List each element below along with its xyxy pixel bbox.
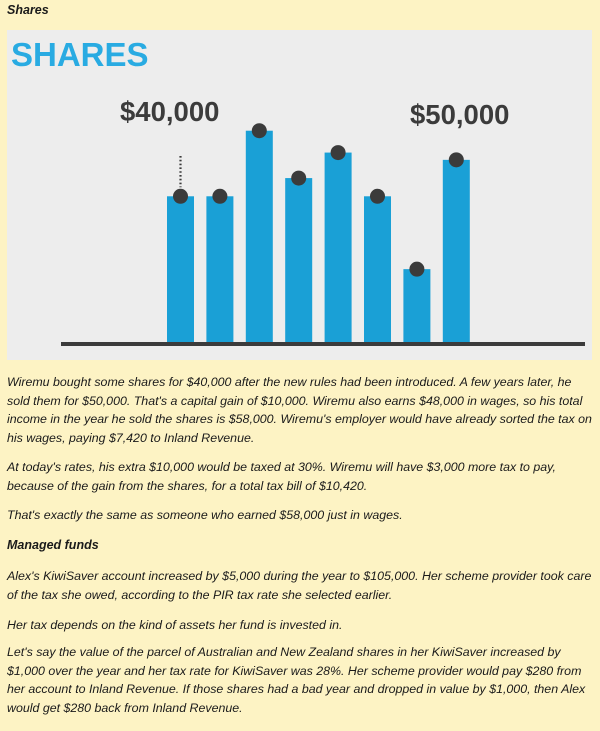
paragraph: At today's rates, his extra $10,000 would be taxed at 30%. Wiremu will have $3,000 more tax to pay, because of the gain from the shares, for a total tax bill of $10,420. [7,460,556,493]
bar [206,196,233,342]
bar-dot [291,171,306,186]
bar [443,160,470,342]
bar [325,153,352,342]
bar-dot [173,189,188,204]
banner-title: SHARES [11,36,149,73]
paragraph: Wiremu bought some shares for $40,000 after the new rules had been introduced. A few years later, he sold them for $50,000. That's a capital gain of $10,000. Wiremu also earns $48,000 in wages, so his total income in the year he sold the shares is $58,000. Wiremu's employer would have already sorted the tax on his wages, paying $7,420 to Inland Revenue. [7,375,592,445]
bar-dot [449,152,464,167]
bar [285,178,312,342]
bar [246,131,273,342]
bar-dot [331,145,346,160]
sale-price-label: $50,000 [410,99,510,130]
purchase-price-label: $40,000 [120,96,220,127]
bar [364,196,391,342]
section-heading-managed-funds: Managed funds [7,538,99,552]
bar-dot [252,123,267,138]
bars-group [167,123,470,342]
bar-dot [409,262,424,277]
paragraph: Alex's KiwiSaver account increased by $5,000 during the year to $105,000. Her scheme provider took care of the tax she owed, according to the PIR tax rate she selected earlier. [7,569,592,602]
price-connectors [181,151,457,187]
shares-illustration [7,30,592,360]
shares-bar-chart [7,30,592,360]
section-heading-shares: Shares [7,3,49,17]
bar-dot [370,189,385,204]
paragraph: That's exactly the same as someone who earned $58,000 just in wages. [7,508,403,522]
bar [167,196,194,342]
paragraph: Let's say the value of the parcel of Australian and New Zealand shares in her KiwiSaver increased by $1,000 over the year and her tax rate for KiwiSaver was 28%. Her scheme provider would pay $280 from her account to Inland Revenue. If those shares had a bad year and dropped in value by $1,000, then Alex would get $280 back from Inland Revenue. [7,645,586,715]
bar [403,269,430,342]
bar-dot [212,189,227,204]
paragraph: Her tax depends on the kind of assets her fund is invested in. [7,618,343,632]
